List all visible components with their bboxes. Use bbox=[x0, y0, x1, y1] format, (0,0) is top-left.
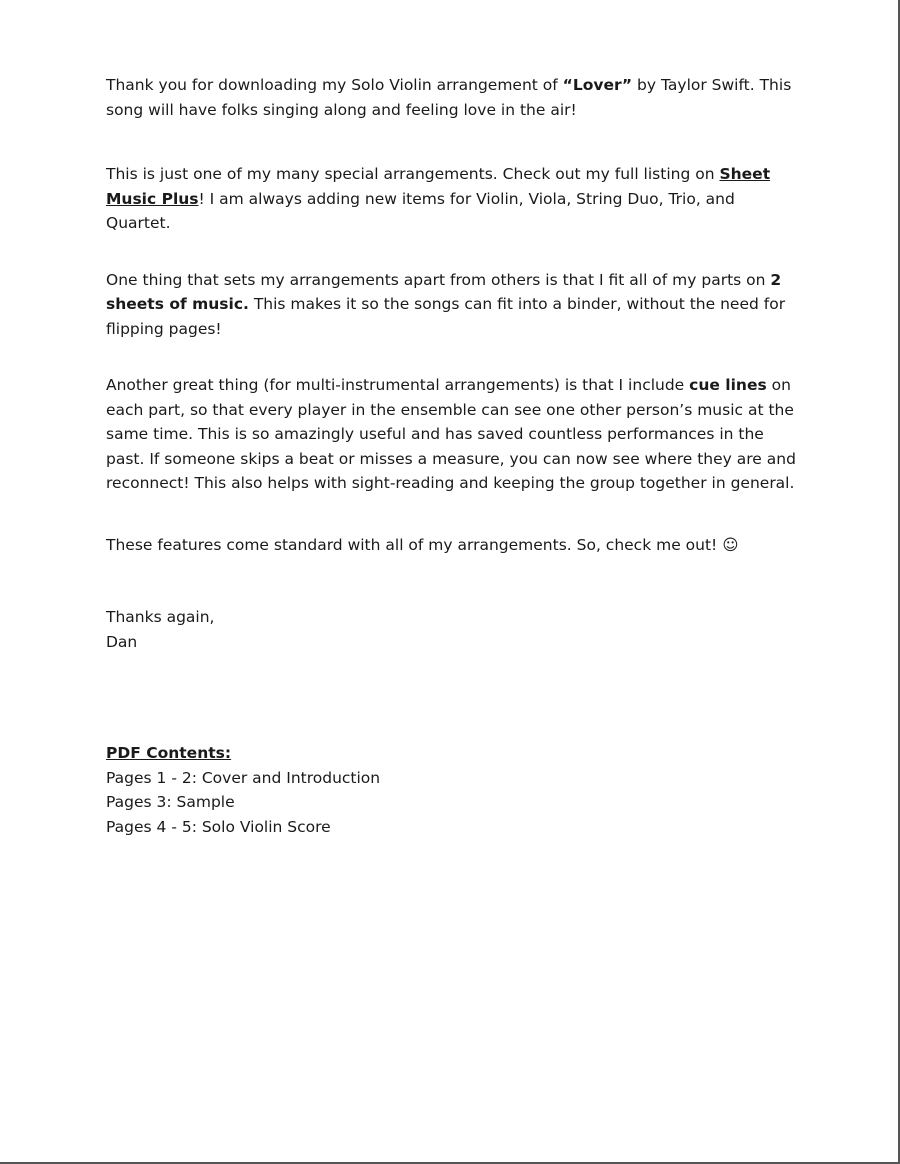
cues-text-end: on each part, so that every player in the ensemble can see one other person’s music at the same time. This is so amazingly useful and has saved countless performances in the past. If someone skips a beat or misses a measure, you can now see where they are and reconnect! This also helps with sight-reading and keeping the group together in general. bbox=[106, 376, 796, 492]
features-text: These features come standard with all of my arrangements. So, check me out! ☺ bbox=[106, 535, 739, 554]
list-item: Pages 3: Sample bbox=[106, 793, 235, 811]
signoff-thanks: Thanks again, bbox=[106, 608, 215, 626]
cue-lines-emphasis: cue lines bbox=[689, 376, 767, 394]
listing-paragraph bbox=[106, 162, 796, 236]
sheet-music-plus-link[interactable]: Sheet Music Plus bbox=[106, 165, 771, 208]
pdf-contents-section bbox=[106, 741, 796, 839]
song-title: “Lover” bbox=[562, 76, 633, 94]
pdf-contents-heading: PDF Contents: bbox=[106, 744, 232, 762]
signoff bbox=[106, 605, 796, 654]
sheets-paragraph bbox=[106, 268, 796, 342]
intro-text-start: Thank you for downloading my Solo Violin arrangement of bbox=[106, 76, 563, 94]
listing-text-end: ! I am always adding new items for Violin, Viola, String Duo, Trio, and Quartet. bbox=[106, 189, 735, 232]
intro-paragraph bbox=[106, 73, 796, 122]
list-item: Pages 1 - 2: Cover and Introduction bbox=[106, 768, 381, 787]
two-sheets-emphasis: 2 sheets of music. bbox=[106, 270, 782, 313]
sheets-text-end: This makes it so the songs can fit into a binder, without the need for flipping pages! bbox=[106, 295, 786, 338]
intro-text-end: by Taylor Swift. This song will have folks singing along and feeling love in the air! bbox=[106, 76, 792, 119]
signoff-name: Dan bbox=[106, 632, 138, 651]
features-paragraph bbox=[106, 533, 796, 558]
listing-text-start: This is just one of my many special arrangements. Check out my full listing on bbox=[106, 165, 720, 183]
cues-paragraph bbox=[106, 373, 796, 496]
list-item: Pages 4 - 5: Solo Violin Score bbox=[106, 817, 331, 836]
letter-body bbox=[106, 73, 796, 839]
sheets-text-start: One thing that sets my arrangements apart from others is that I fit all of my parts on bbox=[106, 270, 771, 289]
cues-text-start: Another great thing (for multi-instrumental arrangements) is that I include bbox=[106, 376, 690, 394]
